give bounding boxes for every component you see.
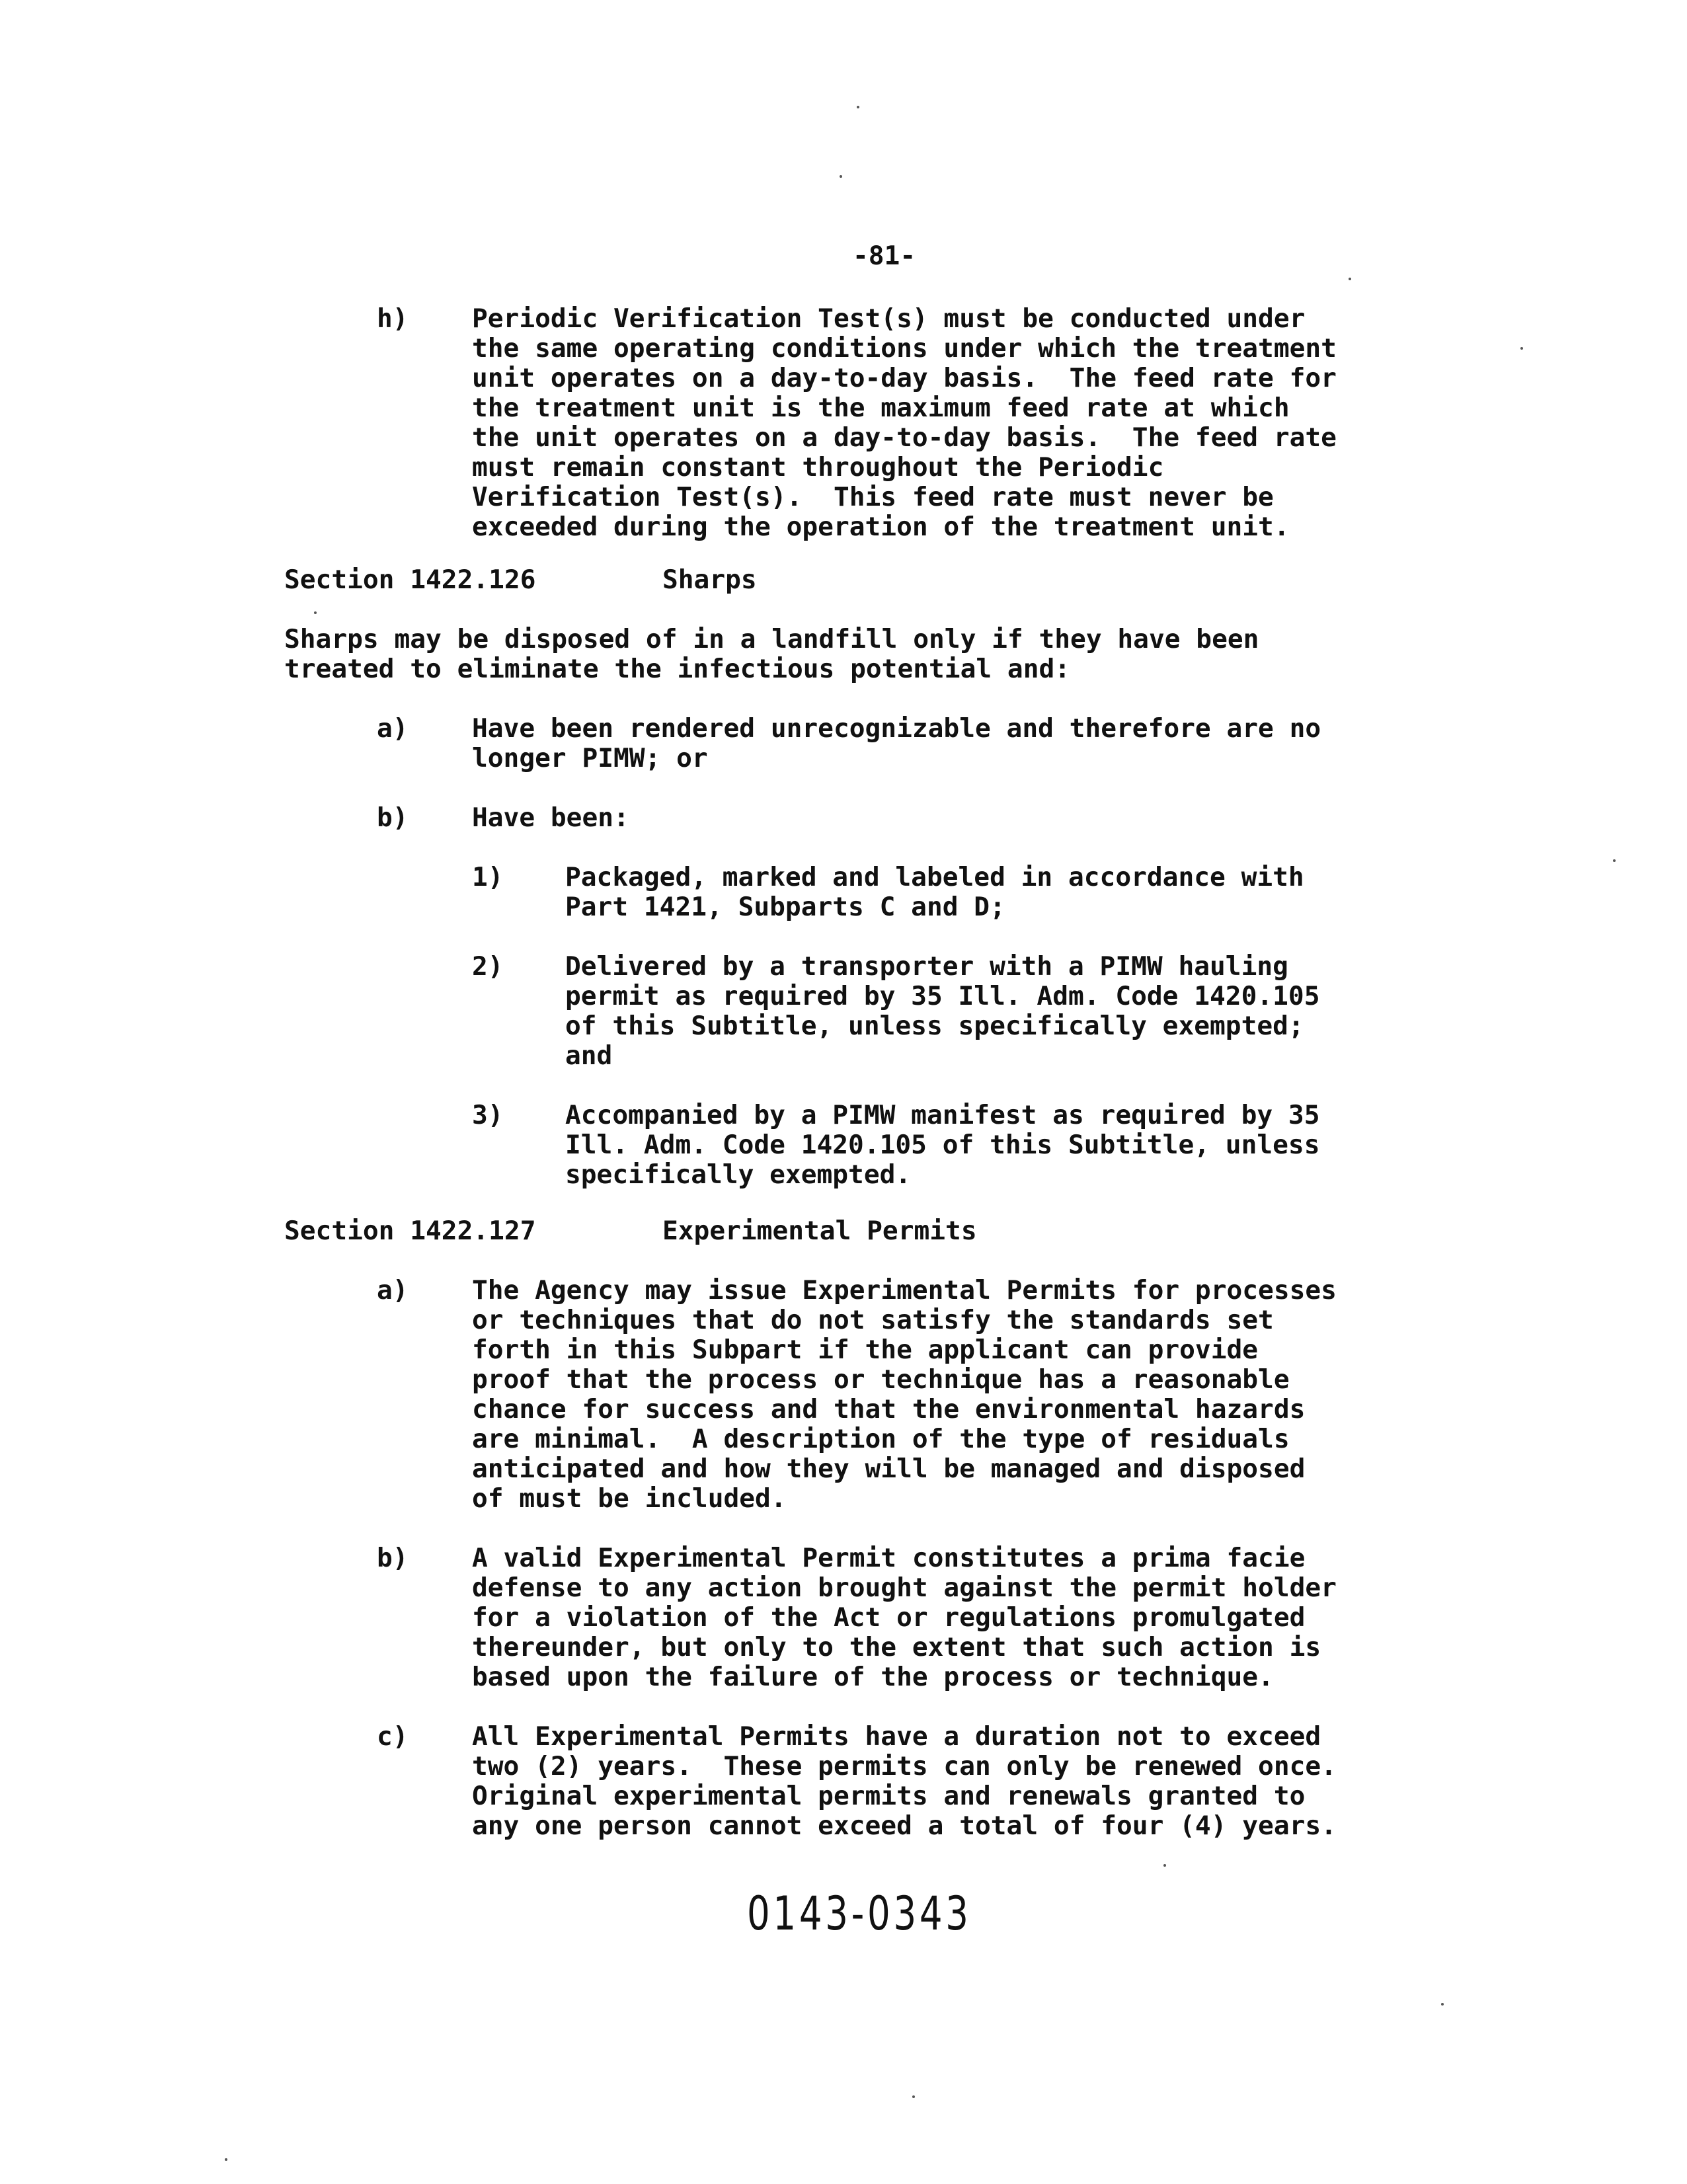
permit-item-b-line: A valid Experimental Permit constitutes a prima facie (472, 1543, 1306, 1573)
item-h-line: the unit operates on a day-to-day basis. The feed rate (472, 422, 1337, 453)
item-h-line: Periodic Verification Test(s) must be conducted under (472, 303, 1306, 334)
subitem-2-line: of this Subtitle, unless specifically exempted; (565, 1011, 1304, 1041)
section-127-title: Experimental Permits (662, 1216, 977, 1246)
scan-speck (857, 106, 859, 108)
subitem-2-line: permit as required by 35 Ill. Adm. Code 1420.105 (565, 981, 1320, 1011)
permit-item-a-line: chance for success and that the environmental hazards (472, 1394, 1306, 1424)
permit-item-a-line: proof that the process or technique has a reasonable (472, 1364, 1290, 1395)
scan-speck (1163, 1864, 1166, 1867)
item-h-line: Verification Test(s). This feed rate must never be (472, 482, 1274, 512)
subitem-2-text (565, 952, 1320, 1071)
item-a-label: a) (377, 713, 409, 744)
scan-speck (912, 2095, 915, 2098)
permit-item-b-line: defense to any action brought against the permit holder (472, 1573, 1337, 1603)
subitem-3-line: Ill. Adm. Code 1420.105 of this Subtitle, unless (565, 1130, 1320, 1160)
item-a-line: longer PIMW; or (472, 743, 708, 773)
permit-item-a-line: The Agency may issue Experimental Permits for processes (472, 1275, 1337, 1306)
scan-speck (1520, 347, 1523, 350)
subitem-3-label: 3) (472, 1100, 504, 1130)
scan-speck (840, 175, 842, 178)
item-a-line: Have been rendered unrecognizable and therefore are no (472, 713, 1321, 744)
subitem-3-line: Accompanied by a PIMW manifest as required by 35 (565, 1100, 1320, 1130)
permit-item-b-label: b) (377, 1543, 409, 1573)
subitem-3-text (565, 1101, 1320, 1190)
intro-line: treated to eliminate the infectious potential and: (284, 654, 1071, 684)
permit-item-c-line: Original experimental permits and renewals granted to (472, 1781, 1306, 1811)
permit-item-a-text (472, 1276, 1337, 1514)
subitem-1-line: Part 1421, Subparts C and D; (565, 892, 1005, 922)
scan-speck (1441, 2003, 1444, 2006)
section-127-number: Section 1422.127 (284, 1216, 536, 1246)
subitem-3-line: specifically exempted. (565, 1159, 912, 1190)
permit-item-a-line: are minimal. A description of the type of residuals (472, 1424, 1290, 1454)
subitem-2-line: and (565, 1040, 613, 1071)
section-126-title: Sharps (662, 565, 757, 595)
item-b-label: b) (377, 802, 409, 833)
section-126-number: Section 1422.126 (284, 565, 536, 595)
item-h-line: the treatment unit is the maximum feed rate at which (472, 393, 1290, 423)
scan-speck (1613, 859, 1616, 862)
permit-item-a-line: forth in this Subpart if the applicant can provide (472, 1335, 1259, 1365)
item-h-line: unit operates on a day-to-day basis. The feed rate for (472, 363, 1337, 393)
permit-item-b-line: for a violation of the Act or regulations promulgated (472, 1602, 1306, 1633)
permit-item-a-line: of must be included. (472, 1483, 787, 1514)
subitem-1-text (565, 863, 1304, 922)
permit-item-c-line: any one person cannot exceed a total of four (4) years. (472, 1811, 1337, 1841)
item-b-text (472, 803, 629, 833)
item-h-line: must remain constant throughout the Periodic (472, 452, 1164, 483)
intro-line: Sharps may be disposed of in a landfill only if they have been (284, 624, 1259, 654)
item-h-label: h) (377, 303, 409, 334)
permit-item-c-label: c) (377, 1721, 409, 1752)
subitem-1-line: Packaged, marked and labeled in accordance with (565, 862, 1304, 892)
subitem-2-line: Delivered by a transporter with a PIMW hauling (565, 951, 1288, 982)
page-number: -81- (853, 241, 916, 271)
permit-item-b-line: thereunder, but only to the extent that such action is (472, 1632, 1321, 1662)
item-a-text (472, 714, 1321, 773)
permit-item-b-text (472, 1543, 1337, 1692)
scan-speck (1349, 278, 1351, 280)
permit-item-a-line: or techniques that do not satisfy the standards set (472, 1305, 1274, 1335)
permit-item-c-line: two (2) years. These permits can only be renewed once. (472, 1751, 1337, 1781)
permit-item-c-line: All Experimental Permits have a duration not to exceed (472, 1721, 1321, 1752)
item-b-line: Have been: (472, 802, 629, 833)
item-h-text (472, 304, 1337, 542)
scan-speck (225, 2158, 227, 2161)
section-126-intro (284, 625, 1259, 684)
subitem-1-label: 1) (472, 862, 504, 892)
item-h-line: the same operating conditions under which the treatment (472, 333, 1337, 364)
permit-item-c-text (472, 1722, 1337, 1841)
document-id-stamp: 0143-0343 (747, 1887, 972, 1941)
subitem-2-label: 2) (472, 951, 504, 982)
permit-item-b-line: based upon the failure of the process or technique. (472, 1662, 1274, 1692)
scan-speck (314, 611, 317, 614)
permit-item-a-line: anticipated and how they will be managed and disposed (472, 1454, 1306, 1484)
item-h-line: exceeded during the operation of the treatment unit. (472, 512, 1290, 542)
permit-item-a-label: a) (377, 1275, 409, 1306)
